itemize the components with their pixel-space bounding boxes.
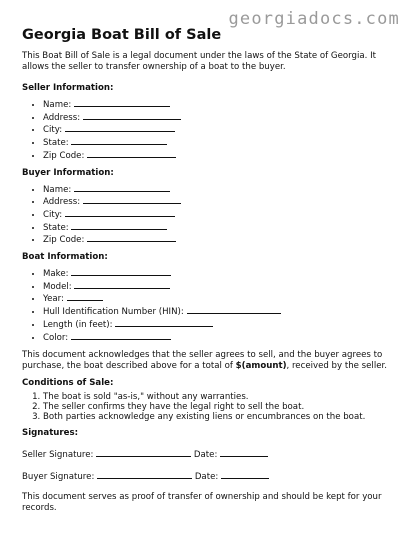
boat-hin-item xyxy=(43,305,397,318)
field-label: Name: xyxy=(43,100,72,110)
buyer-signature-label: Buyer Signature: xyxy=(22,472,95,483)
conditions-list xyxy=(22,393,397,422)
bill-of-sale-document xyxy=(22,26,397,514)
seller-signature-row xyxy=(22,448,397,461)
buyer-signature-blank[interactable] xyxy=(97,470,192,479)
seller-date-blank[interactable] xyxy=(220,448,268,457)
amount-placeholder: $(amount) xyxy=(235,361,287,372)
buyer-state-item xyxy=(43,221,397,234)
field-label: Address: xyxy=(43,197,81,208)
buyer-date-blank[interactable] xyxy=(221,470,269,479)
seller-date-label: Date: xyxy=(193,450,218,461)
field-label: Make: xyxy=(43,269,69,280)
buyer-address-item xyxy=(43,195,397,208)
seller-address-blank[interactable] xyxy=(83,111,181,120)
boat-color-blank[interactable] xyxy=(71,331,171,340)
seller-zip-item xyxy=(43,149,397,162)
seller-state-item xyxy=(43,136,397,149)
condition-item: 3. Both parties acknowledge any existing liens or encumbrances on the boat. xyxy=(43,413,397,423)
boat-year-blank[interactable] xyxy=(67,292,103,301)
signatures-heading: Signatures: xyxy=(22,428,79,439)
acknowledgment-text-before: This document acknowledges that the seller agrees to sell, and the buyer agrees to purchase, the boat described above for a total of xyxy=(22,350,383,372)
seller-address-item xyxy=(43,111,397,124)
seller-signature-label: Seller Signature: xyxy=(22,450,94,461)
field-label: Length (in feet): xyxy=(43,319,113,330)
seller-city-blank[interactable] xyxy=(65,123,175,132)
buyer-date-label: Date: xyxy=(194,472,219,483)
condition-item: 1. The boat is sold "as-is," without any warranties. xyxy=(43,393,397,403)
boat-model-blank[interactable] xyxy=(74,280,170,289)
field-label: Zip Code: xyxy=(43,235,85,246)
buyer-city-item xyxy=(43,208,397,221)
field-label: City: xyxy=(43,125,63,136)
boat-make-blank[interactable] xyxy=(71,267,171,276)
conditions-heading: Conditions of Sale: xyxy=(22,378,114,389)
buyer-signature-row xyxy=(22,470,397,483)
boat-length-item xyxy=(43,318,397,331)
boat-field-list xyxy=(22,267,397,343)
buyer-address-blank[interactable] xyxy=(83,195,181,204)
boat-make-item xyxy=(43,267,397,280)
boat-year-item xyxy=(43,292,397,305)
document-title: Georgia Boat Bill of Sale xyxy=(22,27,222,43)
field-label: Address: xyxy=(43,112,81,123)
seller-signature-blank[interactable] xyxy=(96,448,191,457)
field-label: Zip Code: xyxy=(43,150,85,161)
buyer-zip-item xyxy=(43,233,397,246)
buyer-zip-blank[interactable] xyxy=(87,233,176,242)
closing-paragraph: This document serves as proof of transfer of ownership and should be kept for your records. xyxy=(22,492,382,514)
seller-name-item xyxy=(43,98,397,111)
buyer-state-blank[interactable] xyxy=(71,221,167,230)
buyer-city-blank[interactable] xyxy=(65,208,175,217)
intro-paragraph: This Boat Bill of Sale is a legal document under the laws of the State of Georgia. It allows the seller to transfer ownership of a boat to the buyer. xyxy=(22,51,376,72)
boat-heading: Boat Information: xyxy=(22,252,108,263)
seller-zip-blank[interactable] xyxy=(87,149,176,158)
field-label: Year: xyxy=(43,294,64,305)
field-label: City: xyxy=(43,209,63,220)
field-label: State: xyxy=(43,138,69,149)
field-label: Name: xyxy=(43,184,72,195)
boat-length-blank[interactable] xyxy=(115,318,213,327)
boat-hin-blank[interactable] xyxy=(187,305,281,314)
seller-state-blank[interactable] xyxy=(71,136,167,145)
seller-city-item xyxy=(43,123,397,136)
field-label: Color: xyxy=(43,332,69,343)
site-watermark: georgiadocs.com xyxy=(228,9,400,29)
seller-field-list xyxy=(22,98,397,162)
boat-color-item xyxy=(43,331,397,344)
acknowledgment-text-after: , received by the seller. xyxy=(286,361,387,372)
seller-heading: Seller Information: xyxy=(22,83,114,93)
field-label: State: xyxy=(43,222,69,233)
condition-item: 2. The seller confirms they have the legal right to sell the boat. xyxy=(43,403,397,413)
field-label: Model: xyxy=(43,281,72,292)
field-label: Hull Identification Number (HIN): xyxy=(43,307,184,318)
buyer-name-item xyxy=(43,183,397,196)
seller-name-blank[interactable] xyxy=(74,98,170,107)
buyer-field-list xyxy=(22,183,397,247)
buyer-heading: Buyer Information: xyxy=(22,167,114,178)
buyer-name-blank[interactable] xyxy=(74,183,170,192)
acknowledgment-paragraph xyxy=(22,350,397,372)
boat-model-item xyxy=(43,280,397,293)
